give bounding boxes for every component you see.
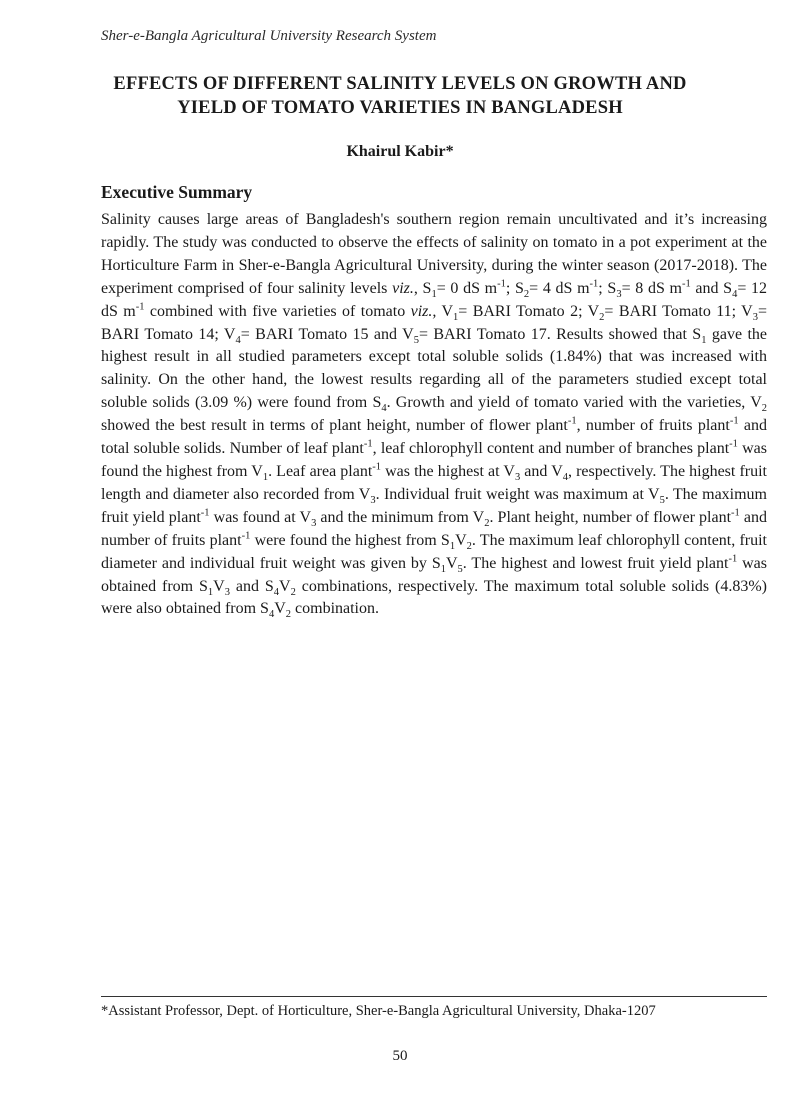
running-header: Sher-e-Bangla Agricultural University Research System (101, 28, 437, 44)
section-heading: Executive Summary (101, 182, 253, 202)
paper-title (90, 72, 710, 120)
executive-summary-paragraph: Salinity causes large areas of Bangladesh's southern region remain uncultivated and it’s increasing rapidly. The study was conducted to observe the effects of salinity on tomato in a pot experiment at the Horticulture Farm in Sher-e-Bangla Agricultural University, during the winter season (2017-2018). The experiment comprised of four salinity levels viz., $S_1= 0$ dS $m^{-1}$; $S_2= 4$ dS $m^{-1}$; $S_3= 8$ dS $m^{-1}$ and $S_4= 12$ dS $m^{-1}$ combined with five varieties of tomato viz., $V_1=$ BARI Tomato 2; $V_2=$ BARI Tomato 11; $V_3=$ BARI Tomato 14; $V_4=$ BARI Tomato 15 and $V_5=$ BARI Tomato 17. Results showed that $S_1$ gave the highest result in all studied parameters except total soluble solids (1.84%) that was increased with salinity. On the other hand, the lowest results regarding all of the parameters studied except total soluble solids (3.09 %) were found from $S_4$. Growth and yield of tomato varied with the varieties, $V_2$ showed the best result in terms of plant height, number of flower plant$^{-1}$, number of fruits plant$^{-1}$ and total soluble solids. Number of leaf plant$^{-1}$, leaf chlorophyll content and number of branches plant$^{-1}$ was found the highest from $V_1$. Leaf area plant$^{-1}$ was the highest at $V_3$ and $V_4$, respectively. The highest fruit length and diameter also recorded from $V_3$. Individual fruit weight was maximum at $V_5$. The maximum fruit yield plant$^{-1}$ was found at $V_3$ and the minimum from $V_2$. Plant height, number of flower plant$^{-1}$ and number of fruits plant$^{-1}$ were found the highest from $S_1V_2$. The maximum leaf chlorophyll content, fruit diameter and individual fruit weight was given by $S_1V_5$. The highest and lowest fruit yield plant$^{-1}$ was obtained from $S_1V_3$ and $S_4V_2$ combinations, respectively. The maximum total soluble solids (4.83%) were also obtained from $S_4V_2$ combination. (101, 211, 768, 621)
author-name: Khairul Kabir* (346, 143, 454, 160)
footnote-divider (101, 996, 767, 997)
paper-title-line-1: EFFECTS OF DIFFERENT SALINITY LEVELS ON GROWTH AND (113, 74, 687, 94)
footnote: *Assistant Professor, Dept. of Horticulture, Sher-e-Bangla Agricultural University, Dhaka-1207 (101, 1003, 656, 1019)
paper-title-line-2: YIELD OF TOMATO VARIETIES IN BANGLADESH (177, 98, 623, 118)
page-number: 50 (392, 1048, 408, 1064)
